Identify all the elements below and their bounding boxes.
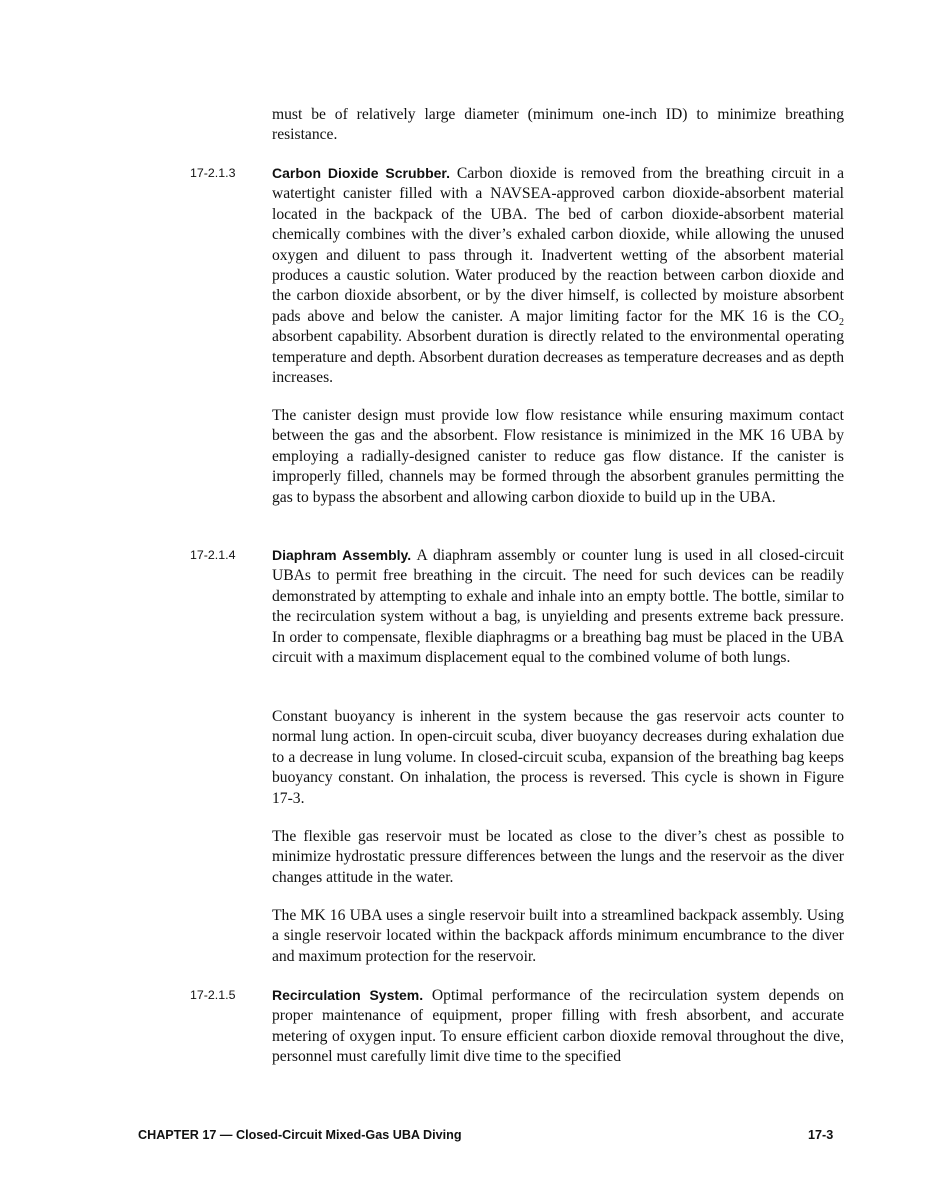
section-number-17-2-1-5: 17-2.1.5: [190, 988, 236, 1002]
co2-subscript: 2: [839, 316, 844, 328]
recirculation-text: Optimal performance of the recirculation system depends on proper maintenance of equipment, proper filling with fresh absorbent, and accurate metering of oxygen input. To ensure efficient carbon dioxide removal throughout the dive, personnel must carefully limit dive time to the specified: [272, 987, 844, 1066]
section-heading-recirculation-system: Recirculation System.: [272, 987, 424, 1003]
section-number-17-2-1-3: 17-2.1.3: [190, 166, 236, 180]
section-number-17-2-1-4: 17-2.1.4: [190, 548, 236, 562]
canister-design-paragraph: The canister design must provide low flow resistance while ensuring maximum contact between the gas and the absorbent. Flow resistance is minimized in the MK 16 UBA by employing a radially-designed canister to reduce gas flow distance. If the canister is improperly filled, channels may be formed through the absorbent granules permitting the gas to bypass the absorbent and allowing carbon dioxide to build up in the UBA.: [272, 407, 844, 506]
scrubber-text-part-2: absorbent capability. Absorbent duration is directly related to the environmental operating temperature and depth. Absorbent duration decreases as temperature decreases and as depth increases.: [272, 328, 844, 387]
flexible-reservoir-paragraph: The flexible gas reservoir must be located as close to the diver’s chest as possible to minimize hydrostatic pressure differences between the lungs and the reservoir as the diver changes attitude in the water.: [272, 828, 844, 886]
single-reservoir-paragraph: The MK 16 UBA uses a single reservoir built into a streamlined backpack assembly. Using a single reservoir located within the backpack affords minimum encumbrance to the diver and maximum protection for the reservoir.: [272, 907, 844, 965]
constant-buoyancy-paragraph: Constant buoyancy is inherent in the system because the gas reservoir acts counter to normal lung action. In open-circuit scuba, diver buoyancy decreases during exhalation due to a decrease in lung volume. In closed-circuit scuba, expansion of the breathing bag keeps buoyancy constant. On inhalation, the process is reversed. This cycle is shown in Figure 17-3.: [272, 708, 844, 807]
carbon-dioxide-scrubber-paragraph: [272, 163, 844, 388]
intro-paragraph: must be of relatively large diameter (minimum one-inch ID) to minimize breathing resistance.: [272, 106, 844, 144]
recirculation-system-paragraph: [272, 985, 844, 1068]
footer-page-number: 17-3: [808, 1128, 834, 1142]
section-heading-diaphram-assembly: Diaphram Assembly.: [272, 547, 412, 563]
section-heading-carbon-dioxide-scrubber: Carbon Dioxide Scrubber.: [272, 165, 450, 181]
diaphram-assembly-paragraph: [272, 545, 844, 668]
diaphram-text: A diaphram assembly or counter lung is used in all closed-circuit UBAs to permit free breathing in the circuit. The need for such devices can be readily demonstrated by attempting to exhale and inhale into an empty bottle. The bottle, similar to the recirculation system without a bag, is unyielding and presents extreme back pressure. In order to compensate, flexible diaphragms or a breathing bag must be placed in the UBA circuit with a maximum displacement equal to the combined volume of both lungs.: [272, 547, 845, 667]
scrubber-text-part-1: Carbon dioxide is removed from the breathing circuit in a watertight canister filled with a NAVSEA-approved carbon dioxide-absorbent material located in the backpack of the UBA. The bed of carbon dioxide-absorbent material chemically combines with the diver’s exhaled carbon dioxide, while allowing the unused oxygen and diluent to pass through it. Inadvertent wetting of the absorbent material produces a caustic solution. Water produced by the reaction between carbon dioxide and the carbon dioxide absorbent, or by the diver himself, is collected by moisture absorbent pads above and below the canister. A major limiting factor for the MK 16 is the CO: [272, 165, 844, 325]
footer-chapter-title: CHAPTER 17 — Closed-Circuit Mixed-Gas UBA Diving: [138, 1128, 462, 1142]
